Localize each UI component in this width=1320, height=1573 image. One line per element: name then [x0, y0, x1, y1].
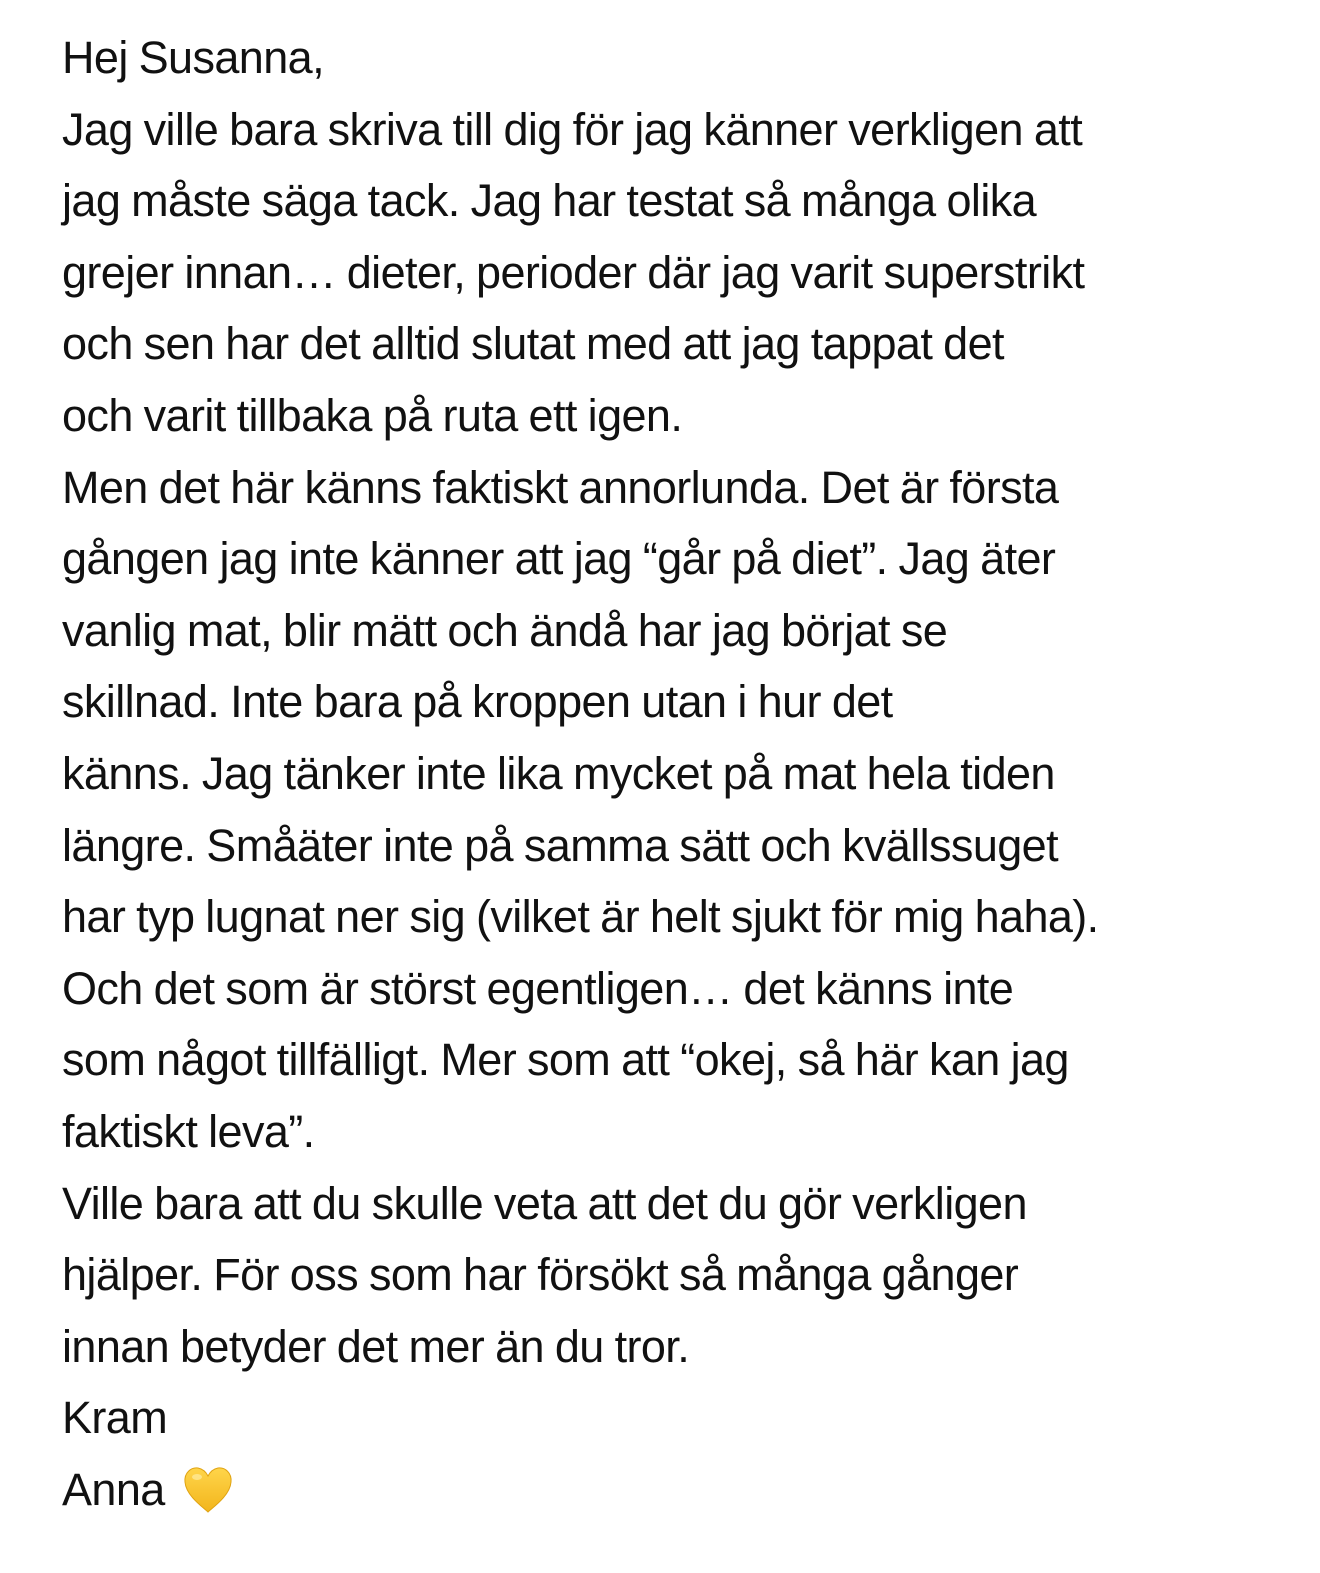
signature-line [62, 1454, 1302, 1526]
body-line: innan betyder det mer än du tror. [62, 1320, 690, 1372]
body-line: Jag ville bara skriva till dig för jag känner verkligen att [62, 103, 1083, 155]
body-line: gången jag inte känner att jag “går på diet”. Jag äter [62, 533, 1056, 585]
body-line: och varit tillbaka på ruta ett igen. [62, 389, 683, 441]
body-line: som något tillfälligt. Mer som att “okej, så här kan jag [62, 1034, 1069, 1086]
body-line: känns. Jag tänker inte lika mycket på mat hela tiden [62, 747, 1055, 799]
body-line: har typ lugnat ner sig (vilket är helt sjukt för mig haha). [62, 891, 1099, 943]
signature: Anna [62, 1463, 165, 1515]
body-line: längre. Småäter inte på samma sätt och kvällssuget [62, 819, 1059, 871]
letter-message [62, 22, 1302, 1525]
greeting: Hej Susanna, [62, 32, 324, 83]
body-line: vanlig mat, blir mätt och ändå har jag börjat se [62, 604, 948, 656]
body-line: faktiskt leva”. [62, 1105, 315, 1157]
body-line: och sen har det alltid slutat med att jag tappat det [62, 318, 1004, 370]
body-line: skillnad. Inte bara på kroppen utan i hur det [62, 676, 893, 728]
body-line: jag måste säga tack. Jag har testat så många olika [62, 175, 1037, 227]
body-line: Men det här känns faktiskt annorlunda. Det är första [62, 461, 1059, 513]
body-line: hjälper. För oss som har försökt så många gånger [62, 1249, 1019, 1301]
closing: Kram [62, 1392, 168, 1444]
body-line: Ville bara att du skulle veta att det du gör verkligen [62, 1177, 1027, 1229]
body-line: Och det som är störst egentligen… det känns inte [62, 962, 1014, 1014]
yellow-heart-icon [182, 1465, 234, 1515]
body-line: grejer innan… dieter, perioder där jag varit superstrikt [62, 246, 1085, 298]
